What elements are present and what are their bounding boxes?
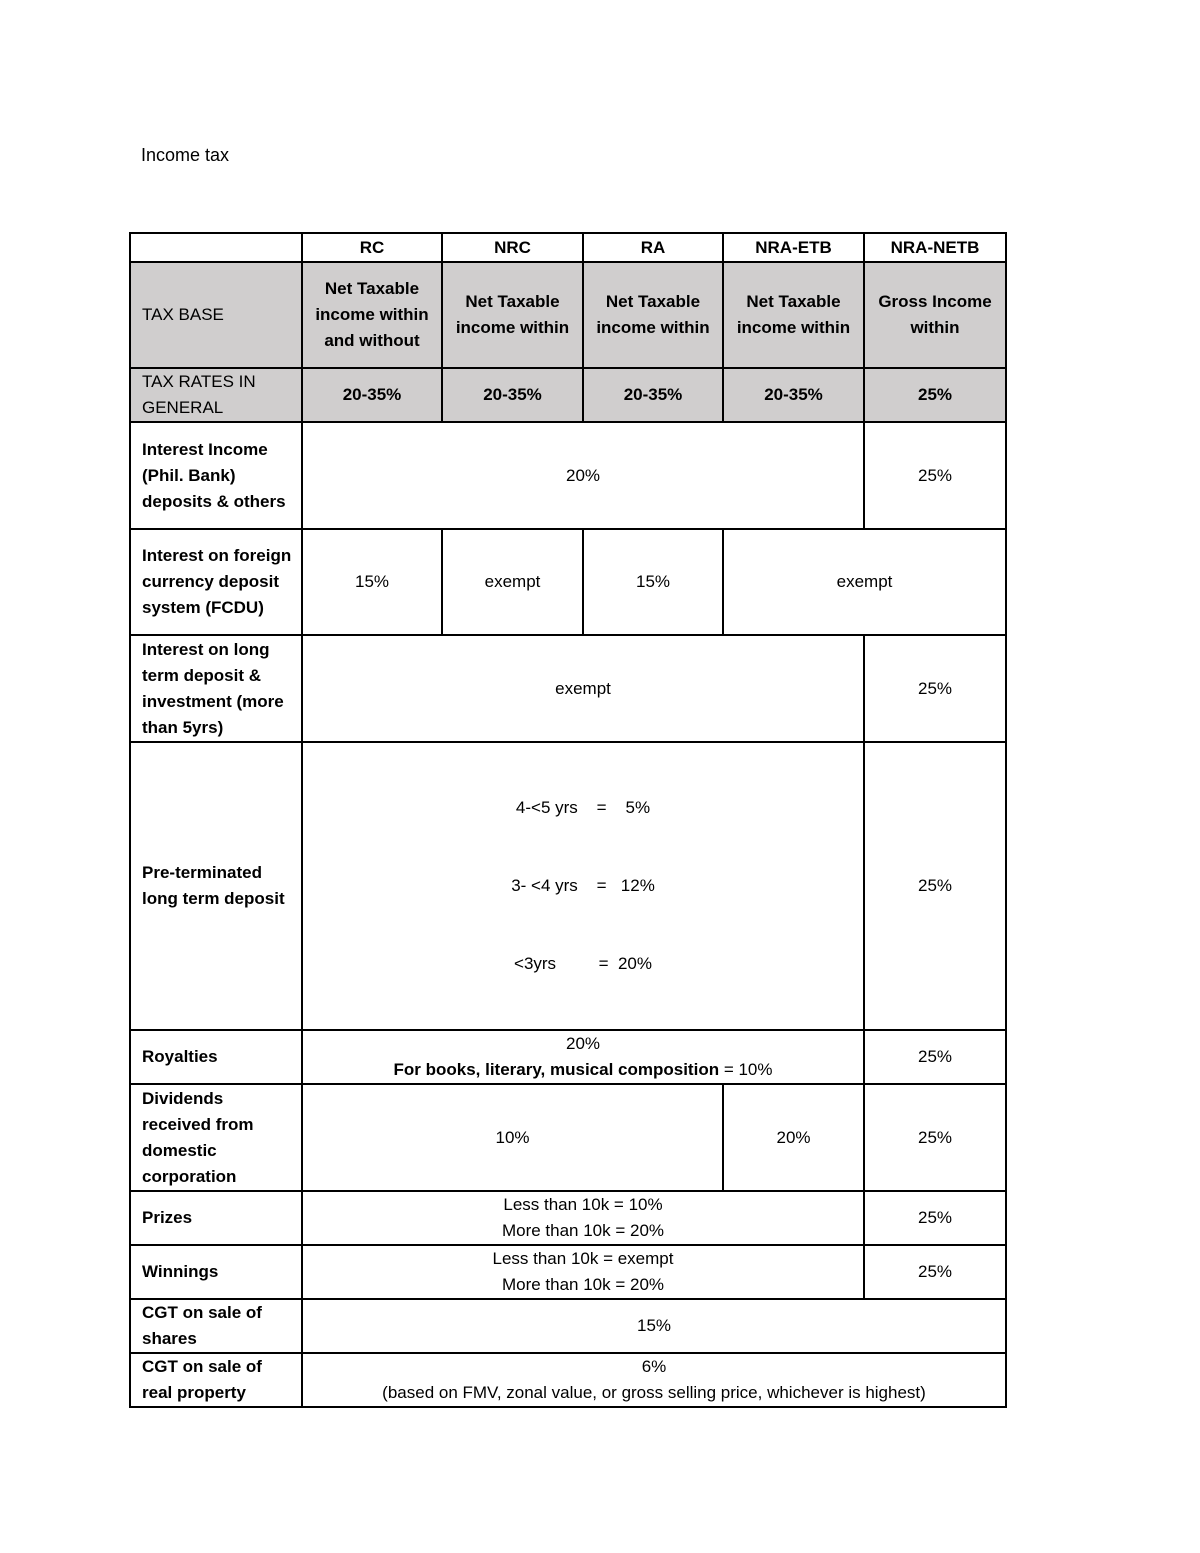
rate-line: 4-<5 yrs = 5% [515,798,651,817]
winnings-rates [302,1245,864,1299]
pre-terminated-rates [302,742,864,1030]
royalties-row [130,1030,1006,1084]
row-label: CGT on sale of real property [130,1353,302,1407]
fcdu-rc: 15% [302,529,442,635]
tax-rate-rc: 20-35% [302,368,442,422]
pre-terminated-row [130,742,1006,1030]
long-term-rc-to-etb: exempt [302,635,864,742]
header-empty-cell [130,233,302,262]
fcdu-nrc: exempt [442,529,583,635]
row-label: Interest on foreign currency deposit system (FCDU) [130,529,302,635]
pre-terminated-nra-netb: 25% [864,742,1006,1030]
row-label: Prizes [130,1191,302,1245]
prizes-rates [302,1191,864,1245]
rate-line: 3- <4 yrs = 12% [511,876,655,895]
fcdu-ra: 15% [583,529,723,635]
tax-rate-nrc: 20-35% [442,368,583,422]
dividends-row [130,1084,1006,1191]
rate-line: Less than 10k = exempt [492,1249,674,1268]
interest-income-nra-netb: 25% [864,422,1006,529]
header-ra: RA [583,233,723,262]
dividends-rc-to-ra: 10% [302,1084,723,1191]
rate-line: (based on FMV, zonal value, or gross selling price, whichever is highest) [382,1383,926,1402]
rate-line [313,1057,853,1083]
rate-line: <3yrs = 20% [514,954,652,973]
rate-value: = 10% [719,1060,773,1079]
interest-income-rc-to-etb: 20% [302,422,864,529]
prizes-row [130,1191,1006,1245]
row-label: TAX RATES IN GENERAL [130,368,302,422]
income-tax-table [129,232,1007,1408]
rate-line: Less than 10k = 10% [503,1195,663,1214]
row-label: Dividends received from domestic corporation [130,1084,302,1191]
long-term-row [130,635,1006,742]
row-label: TAX BASE [130,262,302,368]
cgt-real-row [130,1353,1006,1407]
header-nrc: NRC [442,233,583,262]
row-label: Royalties [130,1030,302,1084]
rate-line: More than 10k = 20% [501,1275,665,1294]
winnings-nra-netb: 25% [864,1245,1006,1299]
tax-base-ra: Net Taxable income within [583,262,723,368]
cgt-real-rates [302,1353,1006,1407]
rate-line: 20% [565,1034,601,1053]
royalties-rates [302,1030,864,1084]
tax-rate-nra-netb: 25% [864,368,1006,422]
tax-base-rc: Net Taxable income within and without [302,262,442,368]
header-rc: RC [302,233,442,262]
rate-line: More than 10k = 20% [501,1221,665,1240]
fcdu-row [130,529,1006,635]
row-label: Pre-terminated long term deposit [130,742,302,1030]
header-nra-netb: NRA-NETB [864,233,1006,262]
tax-base-nrc: Net Taxable income within [442,262,583,368]
royalties-nra-netb: 25% [864,1030,1006,1084]
row-label: Winnings [130,1245,302,1299]
row-label: CGT on sale of shares [130,1299,302,1353]
dividends-nra-etb: 20% [723,1084,864,1191]
long-term-nra-netb: 25% [864,635,1006,742]
tax-rates-row [130,368,1006,422]
fcdu-nra: exempt [723,529,1006,635]
header-nra-etb: NRA-ETB [723,233,864,262]
prizes-nra-netb: 25% [864,1191,1006,1245]
tax-rate-ra: 20-35% [583,368,723,422]
tax-base-nra-netb: Gross Income within [864,262,1006,368]
tax-rate-nra-etb: 20-35% [723,368,864,422]
page-title: Income tax [141,145,230,165]
dividends-nra-netb: 25% [864,1084,1006,1191]
cgt-shares-all: 15% [302,1299,1006,1353]
tax-base-nra-etb: Net Taxable income within [723,262,864,368]
rate-emphasis: For books, literary, musical composition [393,1060,720,1079]
rate-line: 6% [641,1357,667,1376]
interest-income-row [130,422,1006,529]
row-label: Interest Income (Phil. Bank) deposits & others [130,422,302,529]
header-row [130,233,1006,262]
tax-base-row [130,262,1006,368]
row-label: Interest on long term deposit & investment (more than 5yrs) [130,635,302,742]
winnings-row [130,1245,1006,1299]
cgt-shares-row [130,1299,1006,1353]
